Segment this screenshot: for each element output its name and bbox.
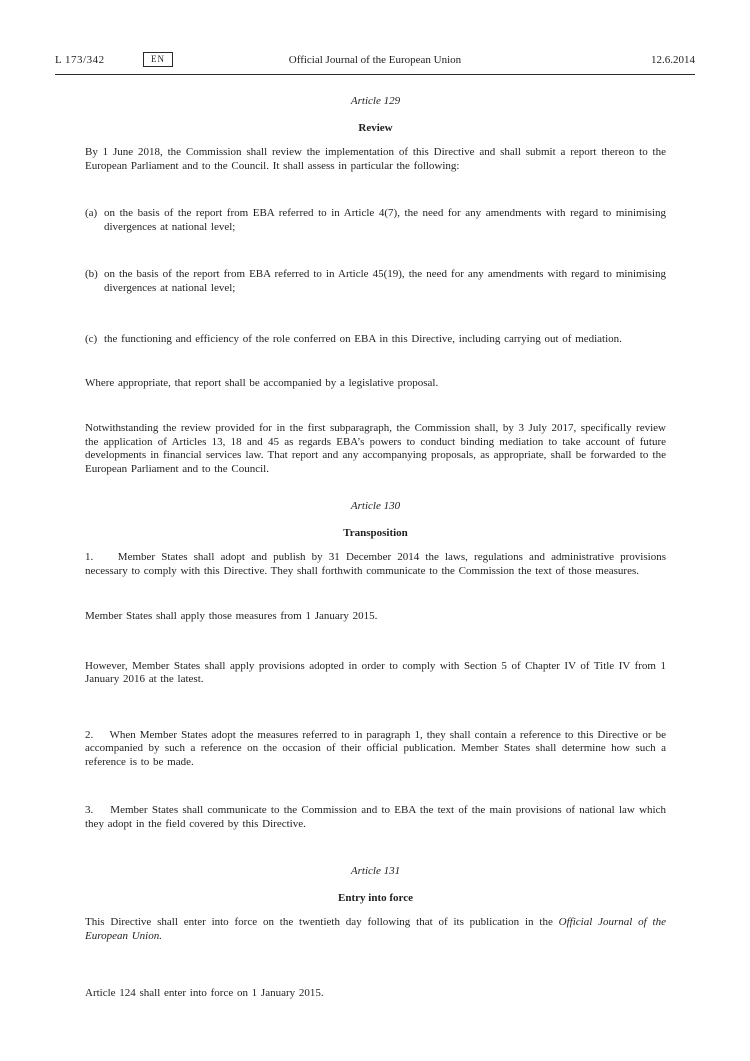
article-131-number: Article 131 xyxy=(350,865,401,877)
article-131-title: Entry into force xyxy=(338,891,413,904)
page-reference: L 173/342 xyxy=(55,54,105,66)
paragraph-text: This Directive shall enter into force on the twentieth day following that of its publication in the xyxy=(85,916,559,928)
paragraph: Notwithstanding the review provided for in the first subparagraph, the Commission shall, by 3 July 2017, specifically review the application of Articles 13, 18 and 45 as regards EBA’s powers to conduct binding mediation to take account of future developments in financial services law. That report and any accompanying proposals, as appropriate, shall be forwarded to the European Parliament and to the Council. xyxy=(85,422,666,475)
language-badge: EN xyxy=(143,52,173,67)
journal-title-inline: Official Journal of the European Union. xyxy=(85,916,666,942)
paragraph: Where appropriate, that report shall be accompanied by a legislative proposal. xyxy=(85,376,439,389)
article-130-section xyxy=(85,500,666,831)
publication-date: 12.6.2014 xyxy=(651,54,695,66)
list-item-label: (c) xyxy=(85,333,98,345)
page-header xyxy=(55,53,695,69)
list-item-text: the functioning and efficiency of the role conferred on EBA in this Directive, including carrying out of mediation. xyxy=(104,333,622,345)
article-129-section xyxy=(85,95,666,476)
list-item-text: on the basis of the report from EBA referred to in Article 4(7), the need for any amendments with regard to minimising divergences at national level; xyxy=(104,207,666,233)
paragraph xyxy=(85,916,666,943)
article-130-title: Transposition xyxy=(343,526,408,539)
list-item xyxy=(85,207,666,234)
list-item xyxy=(85,268,666,295)
article-129-number: Article 129 xyxy=(350,95,401,107)
paragraph: 2. When Member States adopt the measures referred to in paragraph 1, they shall contain a reference to this Directive or be accompanied by such a reference on the occasion of their official publication. Member States shall determine how such a reference is to be made. xyxy=(85,728,666,768)
paragraph: Article 124 shall enter into force on 1 January 2015. xyxy=(85,987,324,999)
journal-title: Official Journal of the European Union xyxy=(288,54,462,66)
paragraph: Member States shall apply those measures from 1 January 2015. xyxy=(85,610,378,622)
document-body xyxy=(85,95,666,1001)
paragraph: 3. Member States shall communicate to the Commission and to EBA the text of the main provisions of national law which they adopt in the field covered by this Directive. xyxy=(85,804,666,830)
list-item-label: (b) xyxy=(85,268,98,280)
article-129-title: Review xyxy=(358,121,393,134)
article-131-section xyxy=(85,865,666,1001)
article-130-number: Article 130 xyxy=(350,500,401,512)
list-item-label: (a) xyxy=(85,207,98,219)
paragraph: However, Member States shall apply provisions adopted in order to comply with Section 5 of Chapter IV of Title IV from 1 January 2016 at the latest. xyxy=(85,659,666,685)
list-item xyxy=(85,333,666,347)
paragraph: 1. Member States shall adopt and publish by 31 December 2014 the laws, regulations and administrative provisions necessary to comply with this Directive. They shall forthwith communicate to the Commission the text of those measures. xyxy=(85,551,666,577)
header-divider xyxy=(55,74,695,75)
paragraph: By 1 June 2018, the Commission shall review the implementation of this Directive and shall submit a report thereon to the European Parliament and to the Council. It shall assess in particular the following: xyxy=(85,146,666,172)
list-item-text: on the basis of the report from EBA referred to in Article 45(19), the need for any amendments with regard to minimising divergences at national level; xyxy=(104,268,666,294)
